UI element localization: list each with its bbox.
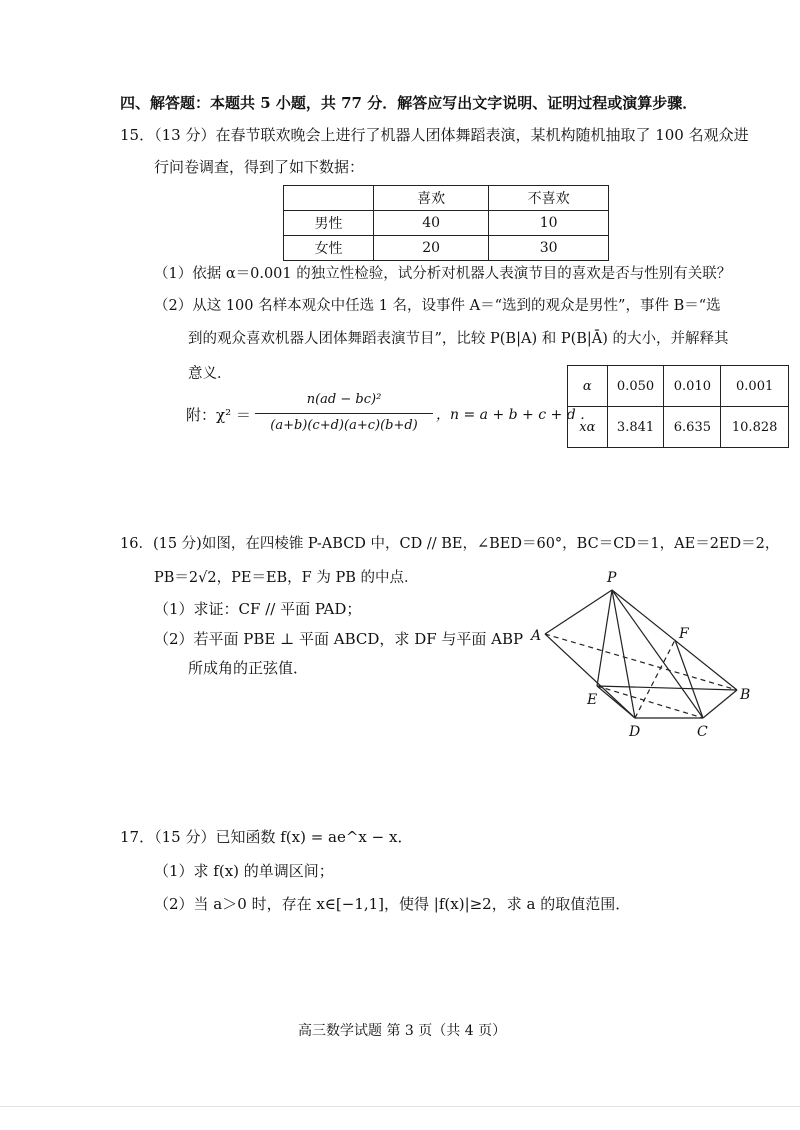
label-P: P <box>607 570 617 586</box>
table-cell: 30 <box>489 236 609 261</box>
table-cell: 10 <box>489 211 609 236</box>
edge-PC <box>612 590 703 718</box>
formula-suffix: ，n = a + b + c + d ． <box>436 407 595 423</box>
formula-prefix: 附：χ² ＝ <box>186 406 251 424</box>
q16-part2-line2: 所成角的正弦值． <box>188 659 309 677</box>
q16-part2-line1: （2）若平面 PBE ⊥ 平面 ABCD，求 DF 与平面 ABP <box>154 630 524 648</box>
fraction-bar <box>255 413 433 414</box>
q17-part1: （1）求 f(x) 的单调区间； <box>154 862 334 880</box>
table-cell: xα <box>568 407 608 448</box>
q16-line2: PB＝2√2，PE＝EB，F 为 PB 的中点． <box>154 570 419 586</box>
q15-part2-line1: （2）从这 100 名样本观众中任选 1 名，设事件 A＝“选到的观众是男性”，事件 B＝“选 <box>154 298 721 314</box>
q15-line1: 15．（13 分）在春节联欢晚会上进行了机器人团体舞蹈表演，某机构随机抽取了 100 名观众进 <box>120 126 749 144</box>
table-cell: 10.828 <box>721 407 789 448</box>
table-cell: 0.001 <box>721 366 789 407</box>
table-cell: 40 <box>373 211 488 236</box>
section-header: 四、解答题：本题共 5 小题，共 77 分．解答应写出文字说明、证明过程或演算步骤． <box>120 94 698 112</box>
q15-part2-line2: 到的观众喜欢机器人团体舞蹈表演节目”，比较 P(B|A) 和 P(B|Ā) 的大小，并解释其 <box>188 331 729 347</box>
label-A: A <box>531 628 542 644</box>
chi-square-critical-table <box>567 365 789 448</box>
table-row <box>568 366 789 407</box>
edge-EB <box>597 686 737 690</box>
page-footer: 高三数学试题 第 3 页（共 4 页） <box>298 1023 507 1039</box>
edge-PB <box>612 590 737 690</box>
table-cell: 20 <box>373 236 488 261</box>
label-C: C <box>697 724 708 740</box>
formula-denominator: (a+b)(c+d)(a+c)(b+d) <box>270 418 418 433</box>
q16-line1: 16．(15 分)如图，在四棱锥 P-ABCD 中，CD // BE，∠BED＝60°，BC＝CD＝1，AE＝2ED＝2， <box>120 536 780 552</box>
table-header-cell <box>284 186 374 211</box>
edge-ED <box>597 686 635 718</box>
table-row <box>284 236 609 261</box>
table-cell: 6.635 <box>664 407 721 448</box>
table-header-cell: 喜欢 <box>373 186 488 211</box>
table-row <box>284 211 609 236</box>
table-cell: 男性 <box>284 211 374 236</box>
pyramid-figure <box>525 568 765 748</box>
table-cell: 0.050 <box>607 366 664 407</box>
table-header-cell: 不喜欢 <box>489 186 609 211</box>
edge-PA <box>545 590 612 634</box>
edge-AB <box>545 634 737 690</box>
q15-part2-line3: 意义． <box>188 366 232 382</box>
q15-line2: 行问卷调查，得到了如下数据： <box>154 158 365 176</box>
formula-numerator: n(ad − bc)² <box>306 392 382 407</box>
table-cell: 女性 <box>284 236 374 261</box>
q17-line1: 17．（15 分）已知函数 f(x) = ae^x − x． <box>120 828 413 846</box>
edge-CB <box>703 690 737 718</box>
label-D: D <box>629 724 641 740</box>
q15-survey-table <box>283 185 609 261</box>
q17-part2: （2）当 a＞0 时，存在 x∈[−1,1]，使得 |f(x)|≥2，求 a 的取值范围． <box>154 895 631 913</box>
table-cell: α <box>568 366 608 407</box>
label-B: B <box>740 687 751 703</box>
q16-part1: （1）求证：CF // 平面 PAD； <box>154 600 362 618</box>
edge-DF <box>635 640 675 718</box>
edge-PE <box>597 590 612 686</box>
table-header-row <box>284 186 609 211</box>
table-cell: 0.010 <box>664 366 721 407</box>
edge-EC <box>597 686 703 718</box>
q15-part1: （1）依据 α＝0.001 的独立性检验，试分析对机器人表演节目的喜欢是否与性别有关联？ <box>154 266 732 282</box>
table-row <box>568 407 789 448</box>
label-E: E <box>587 692 598 708</box>
label-F: F <box>679 626 689 642</box>
table-cell: 3.841 <box>607 407 664 448</box>
